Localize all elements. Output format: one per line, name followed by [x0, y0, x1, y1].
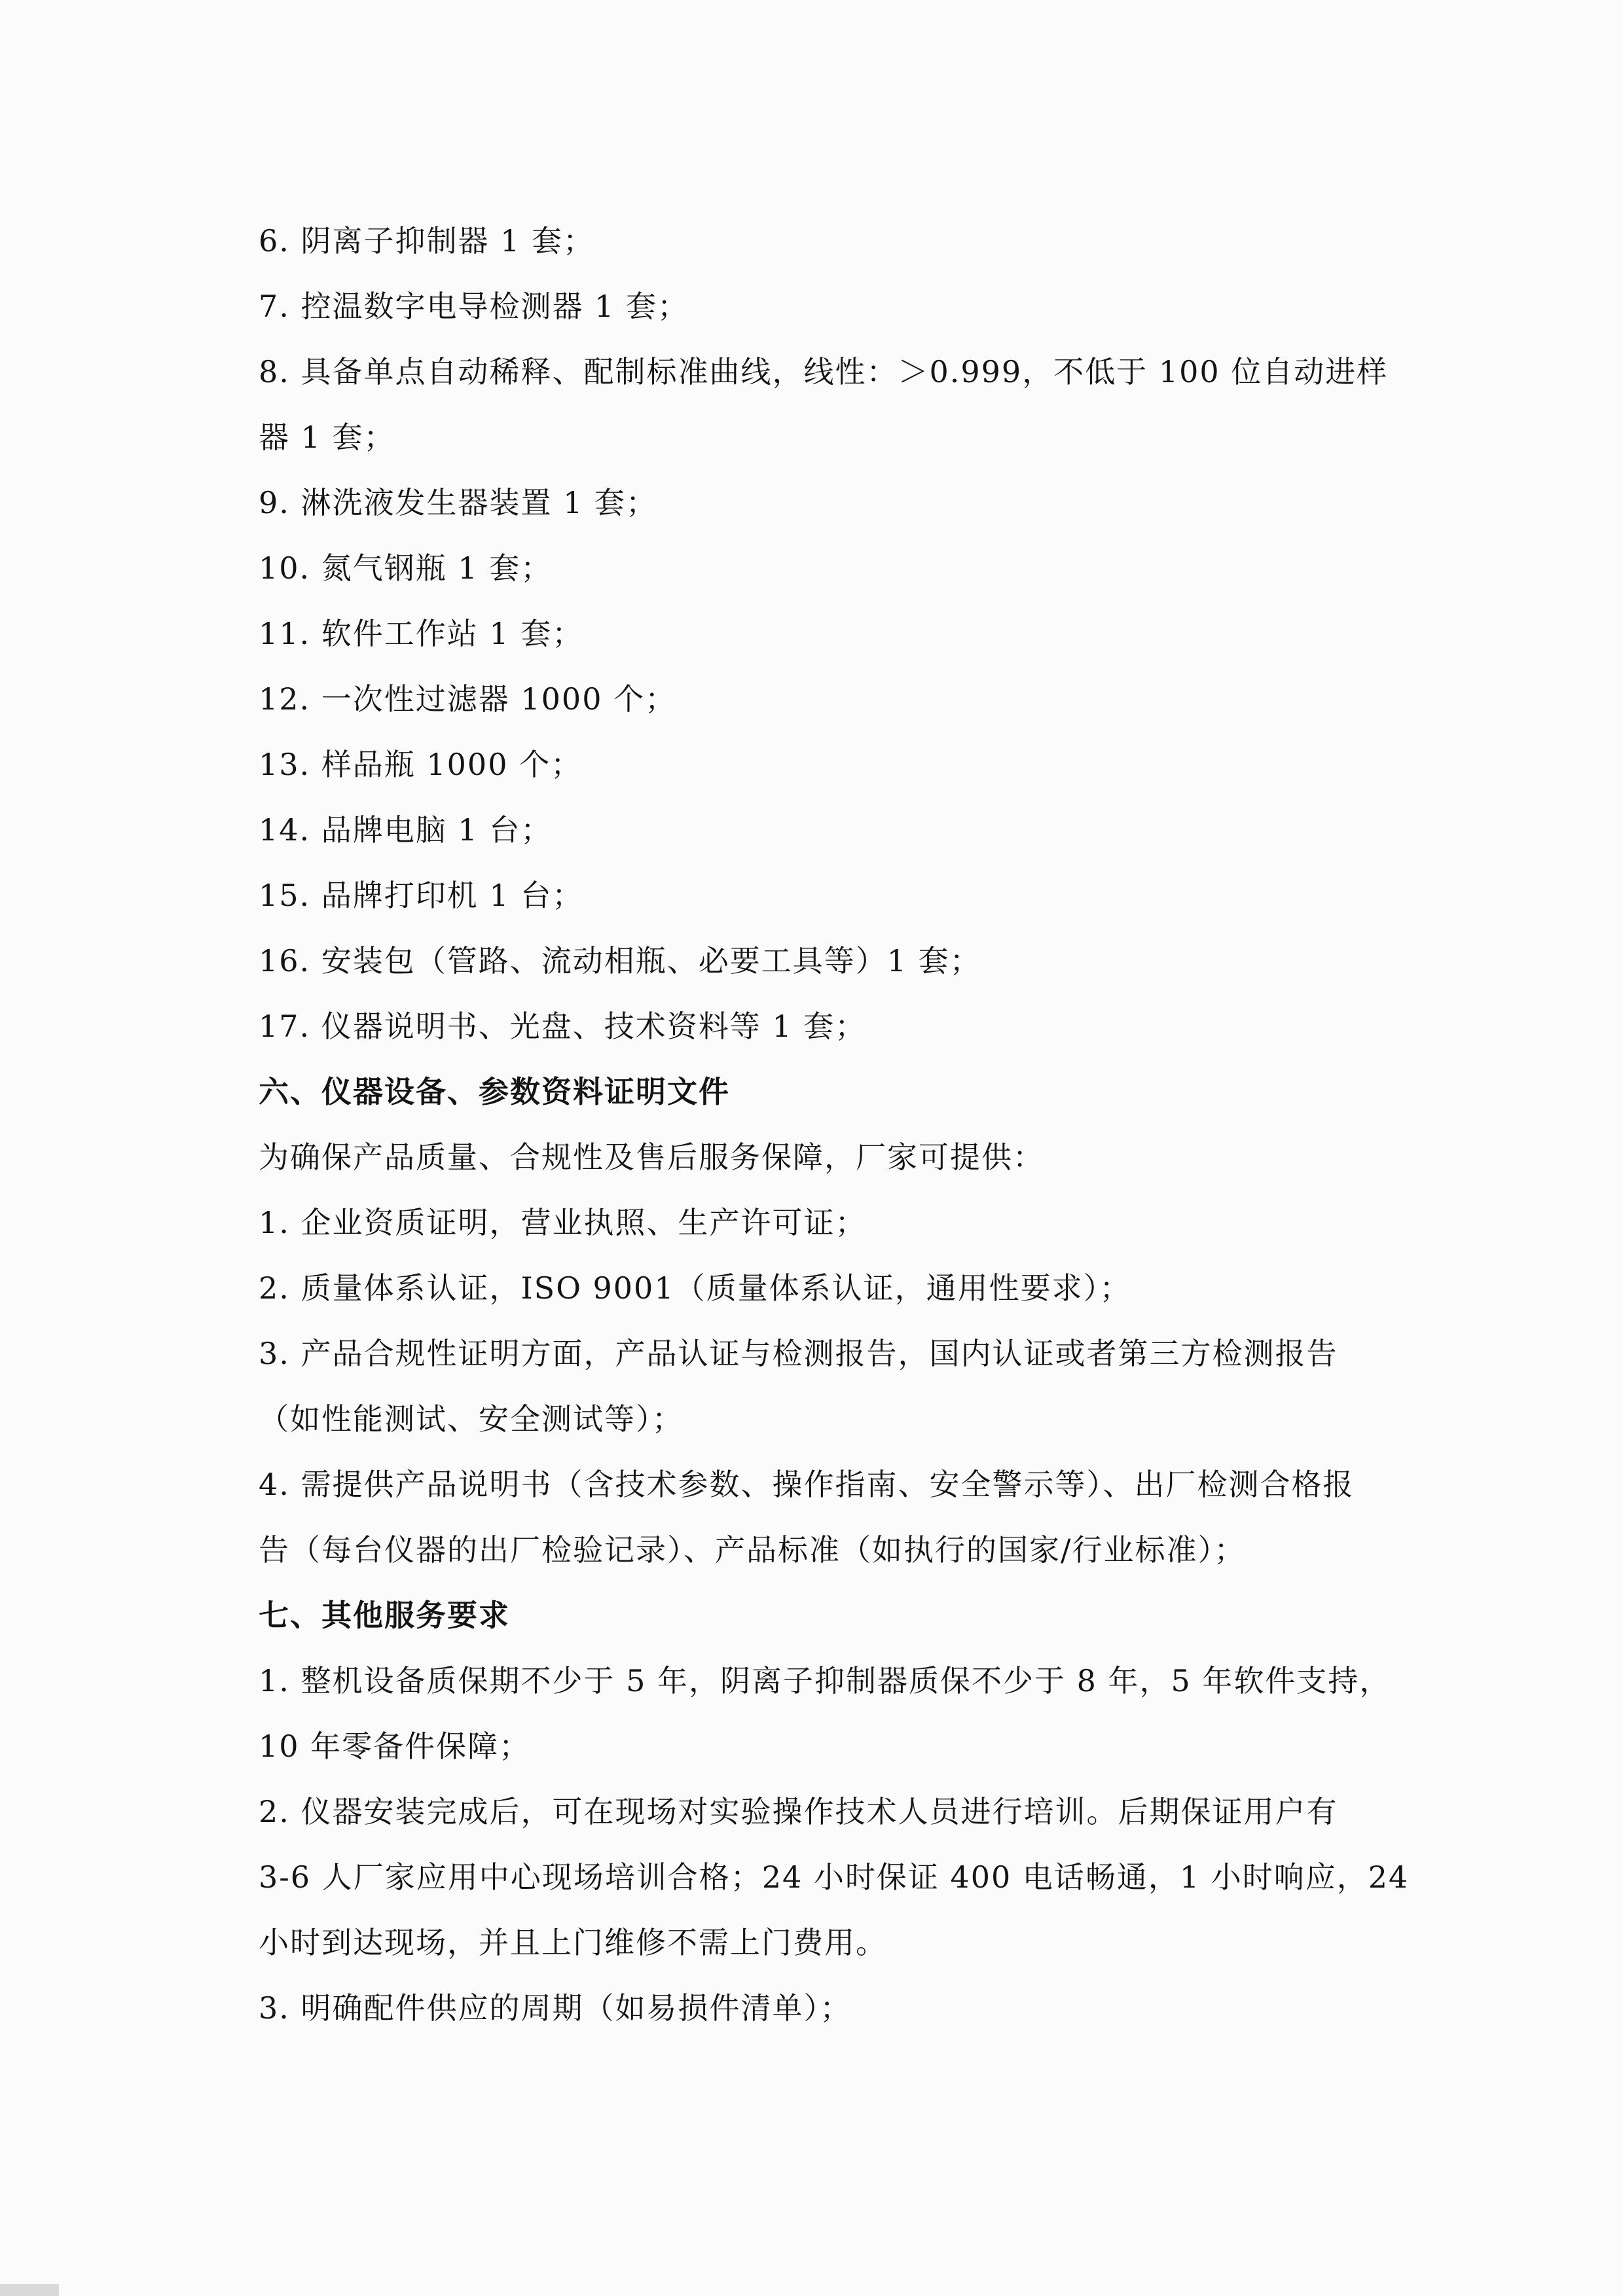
list-item: 4. 需提供产品说明书（含技术参数、操作指南、安全警示等）、出厂检测合格报 [259, 1467, 1355, 1502]
section-heading-services: 七、其他服务要求 [259, 1598, 510, 1633]
list-item: 3. 产品合规性证明方面，产品认证与检测报告，国内认证或者第三方检测报告 [259, 1336, 1338, 1371]
list-item: 11. 软件工作站 1 套； [259, 616, 584, 651]
scan-edge-mark [0, 2284, 59, 2296]
list-item: 10. 氮气钢瓶 1 套； [259, 550, 553, 586]
list-item: 8. 具备单点自动稀释、配制标准曲线，线性：＞0.999，不低于 100 位自动进样 [259, 354, 1389, 389]
list-item: 17. 仪器说明书、光盘、技术资料等 1 套； [259, 1009, 867, 1044]
list-item: 器 1 套； [259, 420, 395, 455]
list-item: 告（每台仪器的出厂检验记录）、产品标准（如执行的国家/行业标准）； [259, 1532, 1246, 1568]
list-item: 6. 阴离子抑制器 1 套； [259, 223, 595, 259]
list-item: 12. 一次性过滤器 1000 个； [259, 681, 677, 717]
list-item: 2. 质量体系认证，ISO 9001（质量体系认证，通用性要求）； [259, 1270, 1131, 1306]
list-item: （如性能测试、安全测试等）； [259, 1401, 684, 1437]
list-item: 1. 企业资质证明，营业执照、生产许可证； [259, 1205, 867, 1240]
list-item: 10 年零备件保障； [259, 1729, 531, 1764]
document-body [259, 208, 1410, 2041]
list-item: 3-6 人厂家应用中心现场培训合格；24 小时保证 400 电话畅通，1 小时响应，24 [259, 1859, 1410, 1895]
list-item: 16. 安装包（管路、流动相瓶、必要工具等）1 套； [259, 943, 981, 978]
list-item: 小时到达现场，并且上门维修不需上门费用。 [259, 1925, 887, 1960]
list-item: 15. 品牌打印机 1 台； [259, 878, 584, 913]
list-item: 7. 控温数字电导检测器 1 套； [259, 289, 689, 324]
list-item: 2. 仪器安装完成后，可在现场对实验操作技术人员进行培训。后期保证用户有 [259, 1794, 1338, 1829]
list-item: 3. 明确配件供应的周期（如易损件清单）； [259, 1990, 852, 2026]
paragraph: 为确保产品质量、合规性及售后服务保障，厂家可提供： [259, 1139, 1044, 1175]
list-item: 14. 品牌电脑 1 台； [259, 812, 553, 848]
list-item: 1. 整机设备质保期不少于 5 年，阴离子抑制器质保不少于 8 年，5 年软件支持， [259, 1663, 1391, 1698]
list-item: 9. 淋洗液发生器装置 1 套； [259, 485, 658, 520]
list-item: 13. 样品瓶 1000 个； [259, 747, 583, 782]
section-heading-documents: 六、仪器设备、参数资料证明文件 [259, 1074, 730, 1109]
